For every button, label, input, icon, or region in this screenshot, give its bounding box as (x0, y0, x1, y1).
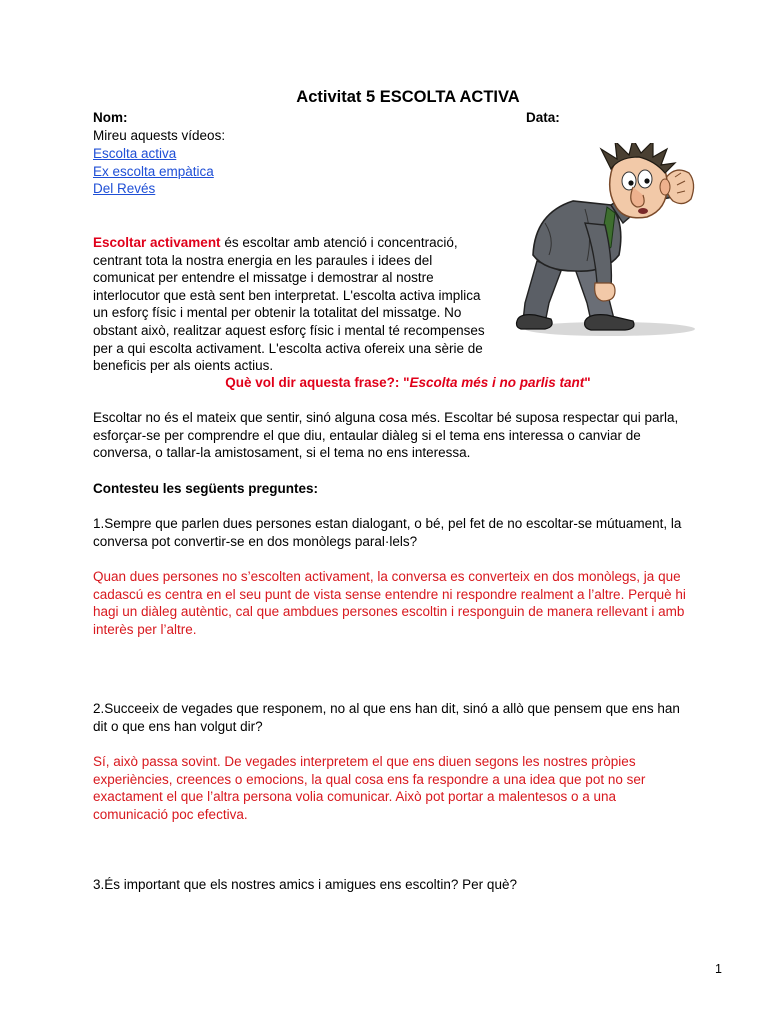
answer-2: Sí, això passa sovint. De vegades interpretem el que ens diuen segons les nostres pròpies experiències, creences o emocions, la qual cosa ens fa respondre a una idea que pot no ser exactament el que l’altra persona volia comunicar. Això pot portar a malentesos o a una comunicació poc efectiva. (93, 754, 646, 822)
question-1: 1.Sempre que parlen dues persones estan dialogant, o bé, pel fet de no escoltar-se mútuament, la conversa pot convertir-se en dos monòlegs paral·lels? (93, 516, 682, 549)
videos-intro: Mireu aquests vídeos: (93, 128, 226, 143)
page-number: 1 (715, 962, 722, 976)
question-2: 2.Succeeix de vegades que responem, no al que ens han dit, sinó a allò que pensem que ens han dit o que ens han volgut dir? (93, 701, 680, 734)
document-title: Activitat 5 ESCOLTA ACTIVA (296, 88, 520, 106)
phrase-question: Què vol dir aquesta frase?: "Escolta més i no parlis tant" (225, 375, 591, 390)
answer-1: Quan dues persones no s’escolten activament, la conversa es converteix en dos monòlegs, ja que cadascú es centra en el seu punt de vista sense entendre ni respondre realment a l’altre. Perquè hi hagi un diàleg autèntic, cal que ambdues persones escoltin i responguin de manera rellevant i amb interès per l’altre. (93, 569, 686, 637)
name-label: Nom: (93, 110, 128, 125)
questions-heading: Contesteu les següents preguntes: (93, 481, 319, 496)
video-links (93, 145, 214, 198)
listening-vs-hearing-paragraph: Escoltar no és el mateix que sentir, sinó alguna cosa més. Escoltar bé suposa respectar qui parla, esforçar-se per comprendre el que diu, entaular diàleg si el tema ens interessa o canviar de conversa, o tallar-la amistosament, si el tema no ens interessa. (93, 410, 679, 461)
link-ex-escolta-empatica[interactable]: Ex escolta empàtica (93, 163, 214, 179)
link-del-reves[interactable]: Del Revés (93, 181, 156, 197)
question-3: 3.És important que els nostres amics i amigues ens escoltin? Per què? (93, 877, 517, 892)
active-listening-term: Escoltar activament (93, 235, 221, 250)
active-listening-paragraph: Escoltar activament és escoltar amb atenció i concentració, centrant tota la nostra energia en les paraules i idees del comunicat per entendre el missatge i demostrar al nostre interlocutor que està sent ben interpretat. L'escolta activa implica un esforç físic i mental per obtenir la totalitat del missatge. No obstant això, realitzar aquest esforç físic i mental té recompenses per a qui escolta activament. L'escolta activa ofereix una sèrie de beneficis per als oients actius. (93, 235, 485, 374)
link-escolta-activa[interactable]: Escolta activa (93, 146, 177, 161)
listening-man-illustration (515, 143, 723, 338)
date-label: Data: (526, 110, 560, 125)
